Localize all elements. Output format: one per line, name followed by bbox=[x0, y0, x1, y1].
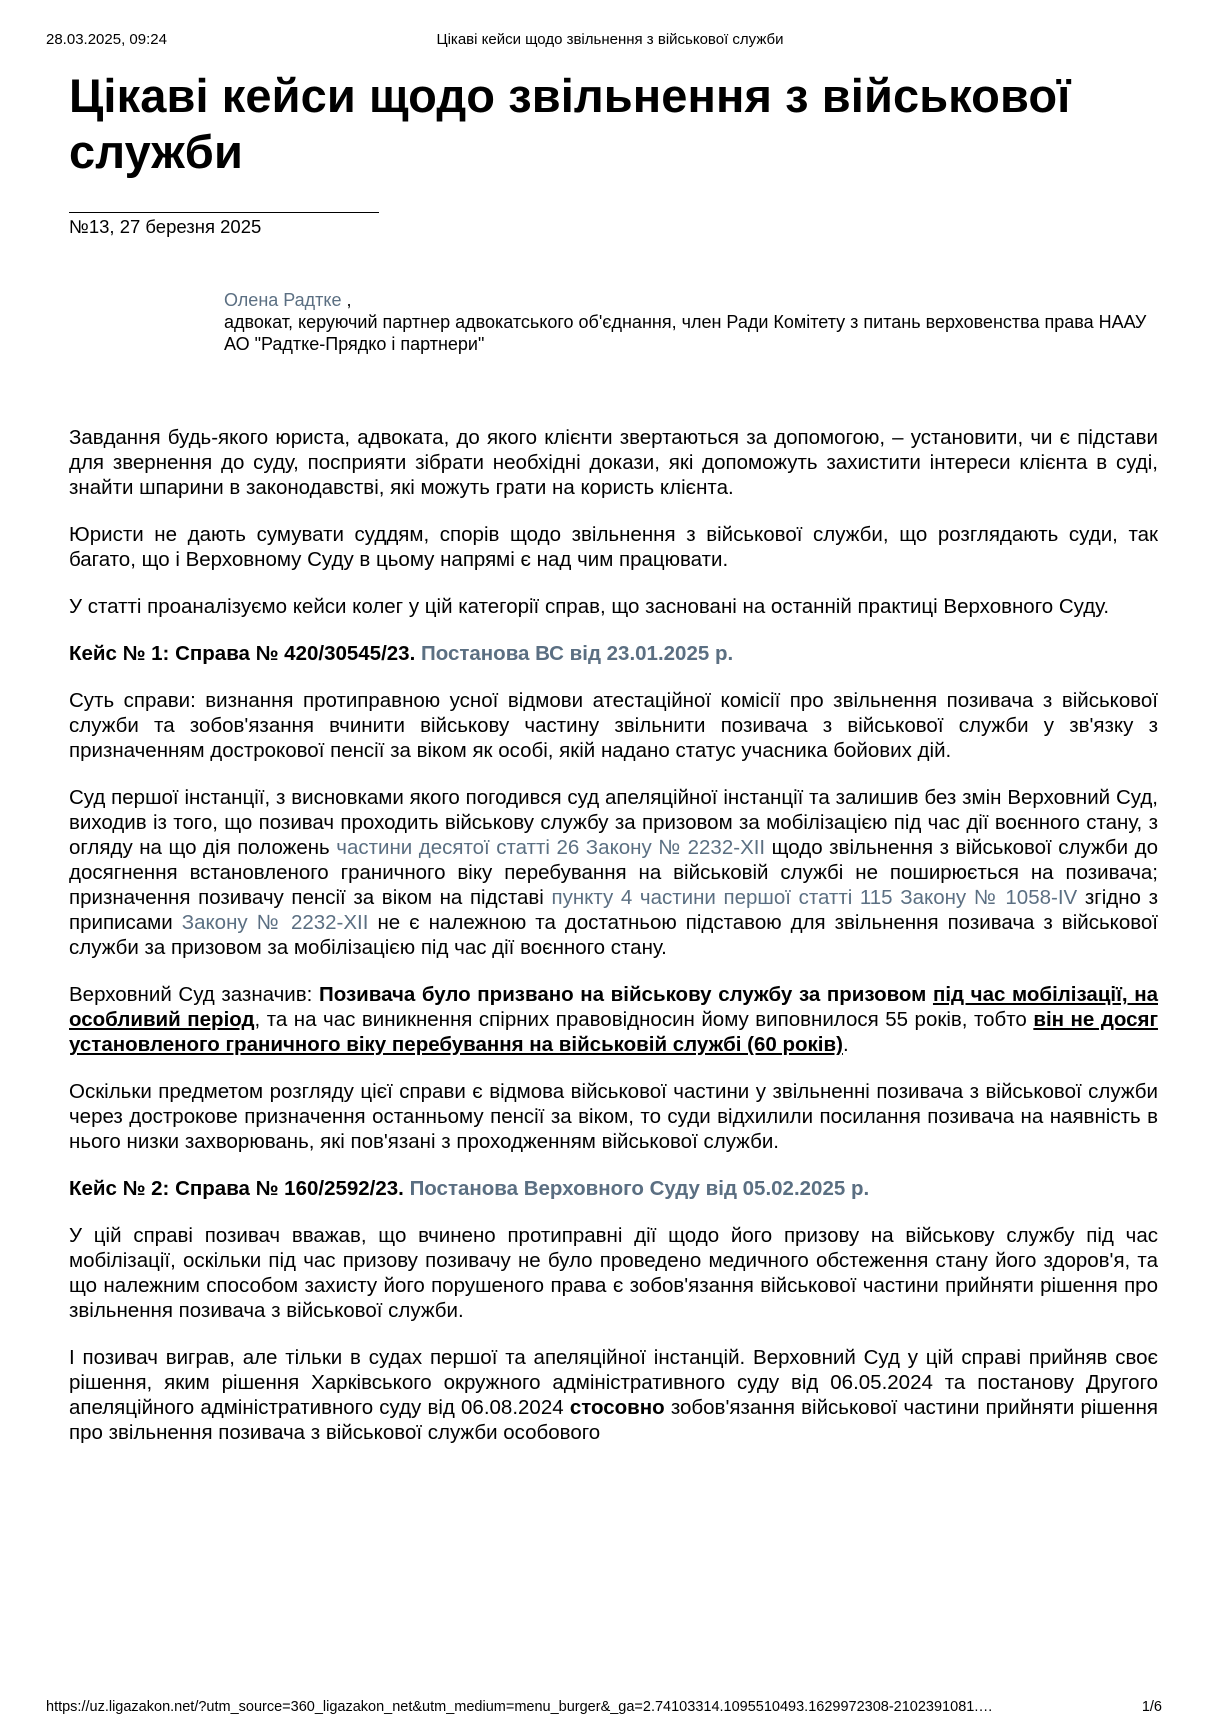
issue-info: №13, 27 березня 2025 bbox=[69, 216, 262, 237]
case2-heading bbox=[69, 1176, 1158, 1201]
page-number: 1/6 bbox=[1141, 1699, 1162, 1715]
print-page-title: Цікаві кейси щодо звільнення з військової служби bbox=[436, 31, 784, 48]
case1-sc-text-a: Верховний Суд зазначив: bbox=[69, 983, 319, 1006]
author-position: адвокат, керуючий партнер адвокатського об'єднання, член Ради Комітету з питань верховенства права НААУ bbox=[224, 312, 1147, 332]
case2-ruling-link[interactable]: Постанова Верховного Суду від 05.02.2025 р. bbox=[409, 1177, 870, 1200]
case1-conclusion: Оскільки предметом розгляду цієї справи є відмова військової частини у звільненні позивача з військової служби через дострокове призначення останньому пенсії за віком, то суди відхилили посилання позивача на наявність в нього низки захворювань, які пов'язані з проходженням військової служби. bbox=[69, 1080, 1158, 1153]
case1-ruling-link[interactable]: Постанова ВС від 23.01.2025 р. bbox=[420, 642, 734, 665]
print-url: https://uz.ligazakon.net/?utm_source=360_ligazakon_net&utm_medium=menu_burger&_ga=2.74103314.1095510493.1629972308-2102391081.… bbox=[46, 1699, 993, 1715]
law-2232-link[interactable]: Закону № 2232-XII bbox=[181, 911, 369, 934]
print-datetime: 28.03.2025, 09:24 bbox=[46, 31, 167, 48]
case1-court-text-b: щодо звільнення з військової служби до досягнення встановленого граничного віку перебування на військовій службі не поширюється на позивача; призначення позивачу пенсії за віком на підставі bbox=[69, 836, 1158, 909]
case2-paragraph-1: У цій справі позивач вважав, що вчинено протиправні дії щодо його призову на військову службу під час мобілізації, оскільки під час призову позивачу не було проведено медичного обстеження стану його здоров'я, та що належним способом захисту його порушеного права є зобов'язання військової частини прийняти рішення про звільнення позивача з військової служби. bbox=[69, 1224, 1158, 1322]
article-body bbox=[69, 425, 1158, 1445]
case1-sc-bold-a: Позивача було призвано на військову службу за призовом bbox=[318, 983, 933, 1006]
case1-heading-text: Кейс № 1: Справа № 420/30545/23. bbox=[69, 642, 421, 665]
title-divider bbox=[69, 212, 379, 213]
case1-sc-text-b: , та на час виникнення спірних правовідносин йому виповнилося 55 років, тобто bbox=[254, 1008, 1034, 1031]
article bbox=[69, 68, 1158, 1467]
case2-p2-text-b: зобов'язання військової частини прийняти рішення про звільнення позивача з військової служби особового bbox=[69, 1396, 1158, 1444]
case1-heading bbox=[69, 641, 1158, 666]
case1-court-reasoning bbox=[69, 785, 1158, 960]
case1-court-text-a: Суд першої інстанції, з висновками якого погодився суд апеляційної інстанції та залишив без змін Верховний Суд, виходив із того, що позивач проходить військову службу за призовом за мобілізацією під час дії воєнного стану, з огляду на що дія положень bbox=[69, 786, 1158, 859]
author-name-link[interactable]: Олена Радтке bbox=[224, 290, 342, 310]
case1-supreme-court-note bbox=[69, 982, 1158, 1057]
case2-heading-text: Кейс № 2: Справа № 160/2592/23. bbox=[69, 1177, 410, 1200]
case2-paragraph-2 bbox=[69, 1345, 1158, 1445]
article-title: Цікаві кейси щодо звільнення з військової служби bbox=[69, 69, 1071, 178]
author-block bbox=[224, 289, 1154, 355]
paragraph-judges: Юристи не дають сумувати суддям, спорів щодо звільнення з військової служби, що розглядають суди, так багато, що і Верховному Суду в цьому напрямі є над чим працювати. bbox=[69, 523, 1158, 571]
case2-p2-text-a: І позивач виграв, але тільки в судах першої та апеляційної інстанцій. Верховний Суд у цій справі прийняв своє рішення, яким рішення Харківського окружного адміністративного суду від 06.05.2024 та постанову Другого апеляційного адміністративного суду від 06.08.2024 bbox=[69, 1346, 1158, 1419]
case1-sc-text-c: . bbox=[842, 1033, 849, 1056]
law-1058-art115-link[interactable]: пункту 4 частини першої статті 115 Закону № 1058-IV bbox=[551, 886, 1078, 909]
case1-court-text-d: не є належною та достатньою підставою для звільнення позивача з військової служби за призовом за мобілізацією під час дії воєнного стану. bbox=[69, 911, 1158, 959]
case1-court-text-c: згідно з приписами bbox=[69, 886, 1159, 934]
paragraph-analysis: У статті проаналізуємо кейси колег у цій категорії справ, що засновані на останній практиці Верховного Суду. bbox=[69, 595, 1110, 618]
author-name-suffix: , bbox=[341, 290, 352, 310]
paragraph-intro: Завдання будь-якого юриста, адвоката, до якого клієнти звертаються за допомогою, – установити, чи є підстави для звернення до суду, посприяти зібрати необхідні докази, які допоможуть захистити інтереси клієнта в суді, знайти шпарини в законодавстві, які можуть грати на користь клієнта. bbox=[69, 426, 1158, 499]
case1-sc-underlined-b: він не досяг установленого граничного віку перебування на військовій службі (60 років) bbox=[69, 1008, 1158, 1056]
law-2232-art26-link[interactable]: частини десятої статті 26 Закону № 2232-XII bbox=[336, 836, 766, 859]
case2-p2-bold: стосовно bbox=[569, 1396, 665, 1419]
case1-essence: Суть справи: визнання протиправною усної відмови атестаційної комісії про звільнення позивача з військової служби та зобов'язання вчинити військову частину звільнити позивача з військової служби у зв'язку з призначенням дострокової пенсії за віком як особі, якій надано статус учасника бойових дій. bbox=[69, 689, 1158, 762]
case1-sc-underlined-a: під час мобілізації, на особливий період bbox=[69, 983, 1158, 1031]
author-firm: АО "Радтке-Прядко і партнери" bbox=[224, 334, 485, 354]
